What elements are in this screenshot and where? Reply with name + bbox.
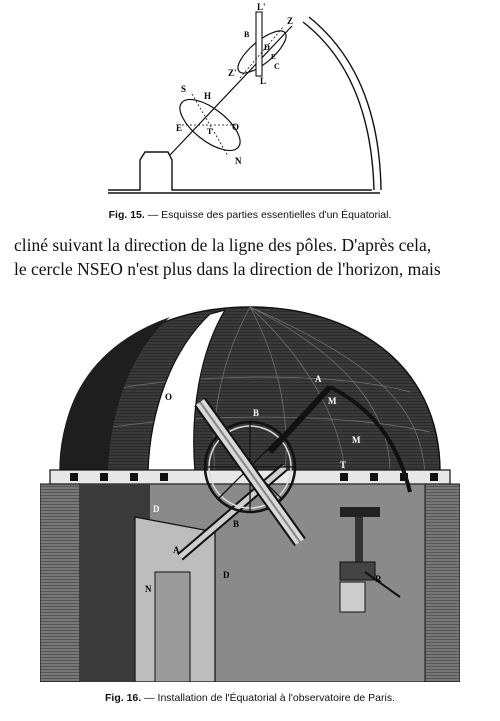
ground-line — [108, 152, 380, 193]
label-M: M — [352, 435, 361, 445]
fig15-caption-text: — Esquisse des parties essentielles d'un Équatorial. — [144, 209, 392, 221]
figure-15-diagram — [0, 0, 500, 200]
label-E-small: E — [271, 53, 276, 61]
label-O: O — [232, 122, 240, 132]
label-R: R — [375, 574, 382, 584]
label-D: D — [264, 43, 270, 52]
label-A-top: A — [315, 374, 322, 384]
label-C: C — [274, 62, 280, 71]
label-Z-prime: Z' — [228, 68, 237, 78]
label-L: L — [260, 76, 267, 86]
label-N: N — [235, 156, 242, 166]
label-Z: Z — [287, 16, 294, 26]
fig15-number: Fig. 15. — [108, 209, 145, 221]
figure-16-engraving — [40, 302, 460, 682]
label-N: N — [145, 584, 152, 594]
fig16-caption-text: — Installation de l'Équatorial à l'observatoire de Paris. — [141, 692, 395, 704]
label-A-lower: A — [173, 545, 180, 555]
label-T: T — [340, 460, 347, 470]
right-wall — [425, 484, 460, 682]
clock-drive — [340, 507, 380, 517]
label-M-top: M — [328, 396, 337, 406]
label-B: B — [244, 30, 250, 39]
left-wall — [40, 484, 80, 682]
label-L-prime: L' — [257, 2, 266, 12]
label-D-left: D — [153, 504, 160, 514]
label-H: H — [204, 91, 212, 101]
label-S: S — [181, 84, 187, 94]
polar-axis — [170, 26, 292, 155]
label-B-upper: B — [253, 408, 260, 418]
body-text-line-2: le cercle NSEO n'est plus dans la direction de l'horizon, mais — [14, 259, 441, 279]
figure-16-caption — [0, 692, 500, 704]
label-T: T — [207, 127, 213, 136]
telescope-tube — [256, 12, 262, 76]
body-text-line-1: cliné suivant la direction de la ligne des pôles. D'après cela, — [14, 235, 432, 255]
label-B-lower: B — [233, 519, 240, 529]
label-O: O — [165, 392, 173, 402]
label-D-lower: D — [223, 570, 230, 580]
fig16-number: Fig. 16. — [105, 692, 142, 704]
label-E: E — [176, 123, 183, 133]
figure-15-caption — [0, 209, 500, 221]
